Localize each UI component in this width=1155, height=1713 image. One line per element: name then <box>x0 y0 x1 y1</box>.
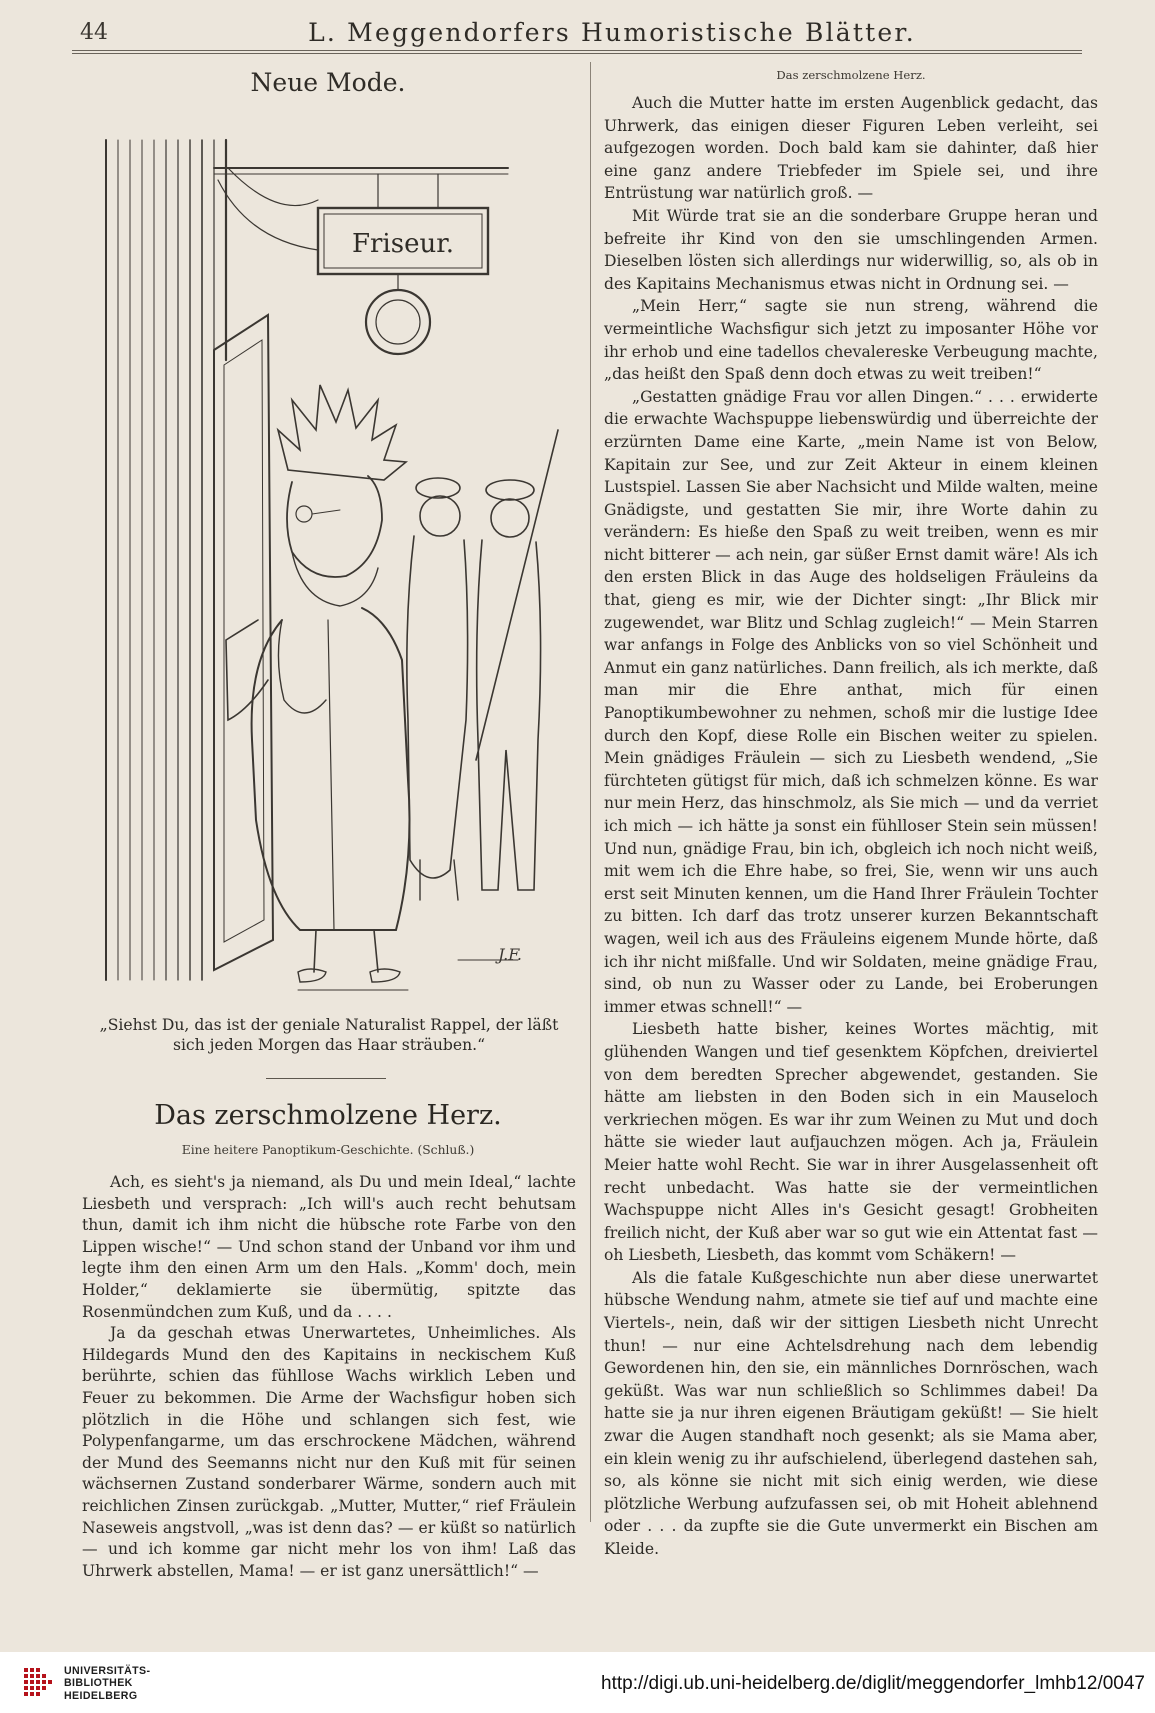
story-paragraph: Auch die Mutter hatte im ersten Augenblick gedacht, das Uhrwerk, das einigen dieser Figuren Leben verleiht, sei aufgezogen worden. Doch bald kam sie dahinter, daß hier eine ganz andere Triebfeder im Spiele sei, und ihre Entrüstung war natürlich groß. — <box>604 94 1098 203</box>
story-paragraph: „Gestatten gnädige Frau vor allen Dingen.“ . . . erwiderte die erwachte Wachspuppe liebenswürdig und überreichte der erzürnten Dame eine Karte, „mein Name ist von Below, Kapitain zur See, und zur Zeit Akteur in einem kleinen Lustspiel. Lassen Sie aber Nachsicht und Milde walten, meine Gnädigste, und gestatten Sie mir, ihre Worte dahin zu verändern: Es hieße den Spaß zu weit treiben, wenn es mir nicht bitterer — ach nein, gar süßer Ernst damit wäre! Als ich den ersten Blick in das Auge des holdseligen Fräuleins da that, gieng es mir, wie der Dichter singt: „Ihr Blick mir zugewendet, war Blitz und Schlag zugleich!“ — Mein Starren war anfangs in Folge des Anblicks von so viel Schönheit und Anmut ein ganz natürliches. Dann freilich, als ich merkte, daß man mir die Ehre anthat, mich für einen Panoptikumbewohner zu nehmen, schoß mir die lustige Idee durch den Kopf, diese Rolle ein Bischen weiter zu spielen. Mein gnädiges Fräulein — sich zu Liesbeth wendend, „Sie fürchteten gütigst für mich, daß ich schmelzen könne. Es war nur mein Herz, das hinschmolz, als Sie mich — und da verriet ich mich — ich hätte ja sonst ein fühlloser Stein sein müssen! Und nun, gnädige Frau, bin ich, obgleich ich noch nicht weiß, mit wem ich die Ehre habe, so frei, Sie, wenn wir uns auch erst seit Minuten kennen, um die Hand Ihrer Fräulein Tochter zu bitten. Ich darf das trotz unserer kurzen Bekanntschaft wagen, weil ich aus des Fräuleins eigenem Munde hörte, daß ich ihr nicht mißfalle. Und wir Soldaten, meine gnädige Frau, sind, ob nun zu Wasser oder zu Lande, bei Eroberungen immer etwas schnell!“ — <box>604 387 1098 1016</box>
story-paragraph: Liesbeth hatte bisher, keines Wortes mächtig, mit glühenden Wangen und tief gesenktem Köpfchen, dreiviertel von dem beredten Sprecher abgewendet, gestanden. Sie hätte am liebsten in den Boden sich in ein Mauseloch verkriechen mögen. Es war ihr zum Weinen zu Mut und doch hätte sie wieder laut aufjauchzen mögen. Ach ja, Fräulein Meier hatte wohl Recht. Sie war in ihrer Ausgelassenheit oft recht unbedacht. Was hatte sie der vermeintlichen Wachspuppe nicht Alles in's Gesicht gesagt! Grobheiten freilich nicht, der Kuß aber war so gut wie ein Attentat fast — oh Liesbeth, Liesbeth, das kommt vom Schäkern! — <box>604 1020 1098 1265</box>
section-separator <box>266 1078 386 1079</box>
story-subtitle: Eine heitere Panoptikum-Geschichte. (Schluß.) <box>181 1143 475 1157</box>
cartoon-illustration <box>78 100 578 1000</box>
library-name <box>64 1665 150 1702</box>
page-number: 44 <box>80 20 108 45</box>
shop-sign-text: Friseur. <box>351 229 455 259</box>
cartoon-caption: „Siehst Du, das ist der geniale Naturalist Rappel, der läßt sich jeden Morgen das Haar sträuben.“ <box>99 1016 559 1054</box>
permalink-url[interactable]: http://digi.ub.uni-heidelberg.de/diglit/meggendorfer_lmhb12/0047 <box>601 1673 1145 1694</box>
column-rule <box>590 62 591 1522</box>
story-paragraph: „Mein Herr,“ sagte sie nun streng, während die vermeintliche Wachsfigur sich jetzt zu imposanter Höhe vor ihr erhob und eine tadellos chevalereske Verbeugung machte, „das heißt den Spaß denn doch etwas zu weit treiben!“ <box>604 297 1098 384</box>
running-head: Das zerschmolzene Herz. <box>776 68 926 82</box>
page-header <box>72 14 1082 46</box>
story-paragraph: Ach, es sieht's ja niemand, als Du und mein Ideal,“ lachte Liesbeth und versprach: „Ich will's auch recht behutsam thun, damit ich ihm nicht die hübsche rote Farbe von den Lippen wische!“ — Und schon stand der Unband vor ihm und legte ihm den einen Arm um den Hals. „Komm' doch, mein Holder,“ deklamierte sie übermütig, spitzte das Rosenmündchen zum Kuß, und da . . . . <box>82 1173 576 1321</box>
library-name-line: BIBLIOTHEK <box>64 1677 133 1690</box>
library-name-line: UNIVERSITÄTS- <box>64 1665 151 1677</box>
university-logo-icon <box>22 1664 58 1700</box>
cartoon-title: Neue Mode. <box>250 68 406 97</box>
story-title: Das zerschmolzene Herz. <box>154 1100 502 1131</box>
viewer-footer <box>0 1652 1155 1713</box>
story-text-left <box>82 1172 576 1582</box>
story-paragraph: Als die fatale Kußgeschichte nun aber diese unerwartet hübsche Wendung nahm, atmete sie tief auf und machte eine Viertels-, nein, daß wir der sittigen Liesbeth nicht Unrecht thun! — nur eine Achtelsdrehung nach dem lebendig Gewordenen hin, den sie, ein männliches Dornröschen, wach geküßt. Was war nun schließlich so Schlimmes dabei! Da hatte sie ja nur ihren eigenen Bräutigam geküßt! — Sie hielt zwar die Augen standhaft noch gesenkt; als sie Mama aber, ein klein wenig zu ihr aufschielend, überlegend dastehen sah, so, als könne sie nicht mit sich einig werden, wie diese plötzliche Werbung aufzufassen sei, ob mit Hoheit ablehnend oder . . . da zupfte sie die Gute unvermerkt ein Bischen am Kleide. <box>604 1268 1098 1558</box>
library-name-line: HEIDELBERG <box>64 1689 138 1702</box>
story-text-right <box>604 92 1098 1561</box>
journal-title: L. Meggendorfers Humoristische Blätter. <box>308 18 916 47</box>
story-paragraph: Mit Würde trat sie an die sonderbare Gruppe heran und befreite ihr Kind von den sie umschlingenden Armen. Dieselben lösten sich allerdings nur widerwillig, so, als ob in des Kapitains Mechanismus etwas nicht in Ordnung sei. — <box>604 206 1098 293</box>
header-rule <box>72 50 1082 54</box>
artist-signature: J.F. <box>498 945 522 964</box>
story-paragraph: Ja da geschah etwas Unerwartetes, Unheimliches. Als Hildegards Mund den des Kapitains in neckischem Kuß berührte, schien das fühllose Wachs wirklich Leben und Feuer zu bekommen. Die Arme der Wachsfigur hoben sich plötzlich in die Höhe und schlangen sich fest, wie Polypenfangarme, um das erschrockene Mädchen, während der Mund des Seemanns nicht nur den Kuß mit für seinen wächsernen Zustand sonderbarer Wärme, sondern auch mit reichlichen Zinsen zurückgab. „Mutter, Mutter,“ rief Fräulein Naseweis angstvoll, „was ist denn das? — er küßt so natürlich — und ich komme gar nicht mehr los von ihm! Laß das Uhrwerk abstellen, Mama! — er ist ganz unersättlich!“ — <box>82 1324 576 1580</box>
